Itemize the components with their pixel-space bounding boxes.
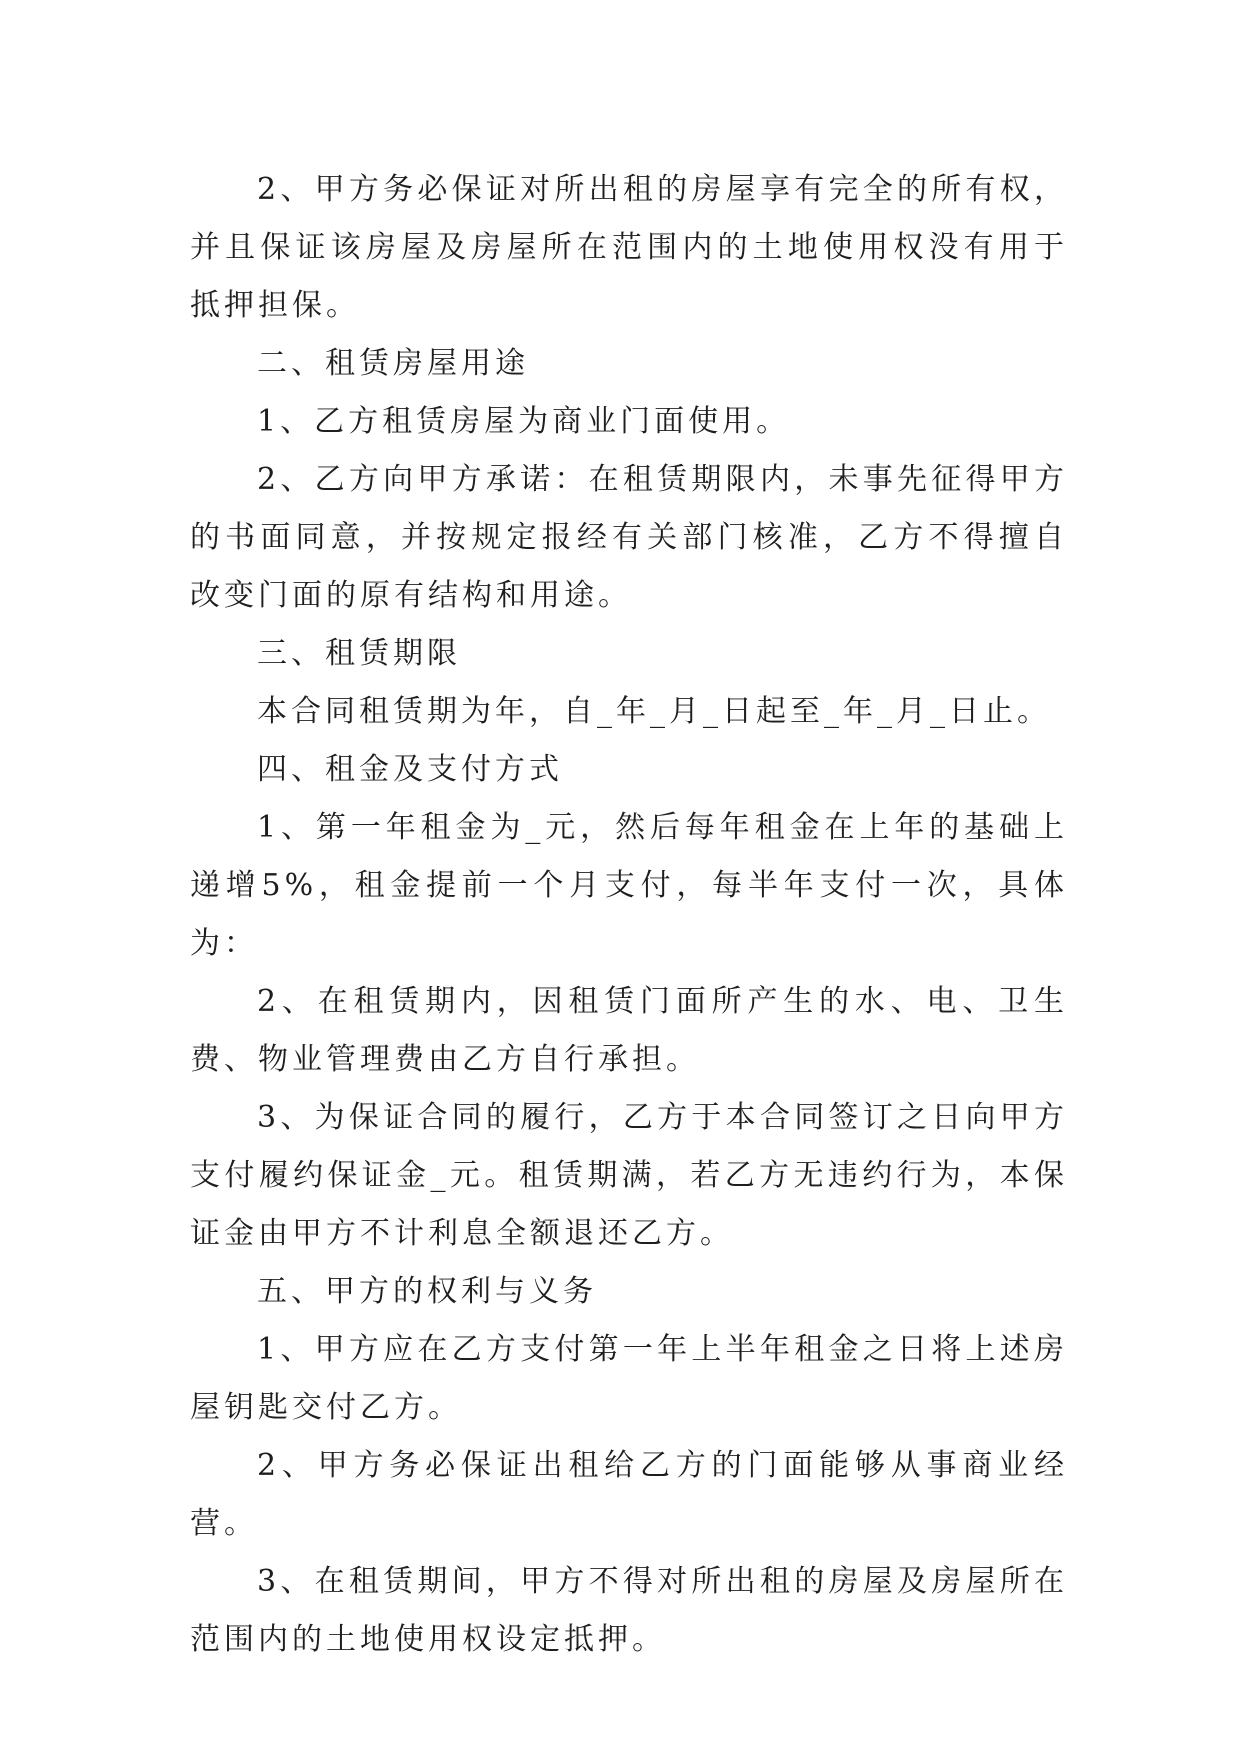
clause-term: 本合同租赁期为年，自_年_月_日起至_年_月_日止。: [257, 694, 1051, 729]
section-heading-2-usage: 二、租赁房屋用途: [257, 346, 529, 381]
clause-lessor-2: 2、甲方务必保证出租给乙方的门面能够从事商业经营。: [190, 1448, 1068, 1541]
section-heading-5-lessor: 五、甲方的权利与义务: [257, 1274, 597, 1309]
clause-rent-2: 2、在租赁期内，因租赁门面所产生的水、电、卫生费、物业管理费由乙方自行承担。: [190, 984, 1068, 1077]
clause-usage-1: 1、乙方租赁房屋为商业门面使用。: [257, 404, 791, 439]
clause-rent-1: 1、第一年租金为_元，然后每年租金在上年的基础上递增5%，租金提前一个月支付，每半年支付一次，具体为：: [190, 810, 1068, 961]
document-body: [190, 161, 1068, 1669]
clause-usage-2: 2、乙方向甲方承诺：在租赁期限内，未事先征得甲方的书面同意，并按规定报经有关部门核准，乙方不得擅自改变门面的原有结构和用途。: [190, 462, 1068, 613]
clause-lessor-1: 1、甲方应在乙方支付第一年上半年租金之日将上述房屋钥匙交付乙方。: [190, 1332, 1068, 1425]
clause-rent-3: 3、为保证合同的履行，乙方于本合同签订之日向甲方支付履约保证金_元。租赁期满，若乙方无违约行为，本保证金由甲方不计利息全额退还乙方。: [190, 1100, 1068, 1251]
clause-2-ownership: 2、甲方务必保证对所出租的房屋享有完全的所有权，并且保证该房屋及房屋所在范围内的土地使用权没有用于抵押担保。: [190, 172, 1068, 323]
section-heading-4-rent: 四、租金及支付方式: [257, 752, 563, 787]
clause-lessor-3: 3、在租赁期间，甲方不得对所出租的房屋及房屋所在范围内的土地使用权设定抵押。: [190, 1564, 1068, 1657]
section-heading-3-term: 三、租赁期限: [257, 636, 461, 671]
